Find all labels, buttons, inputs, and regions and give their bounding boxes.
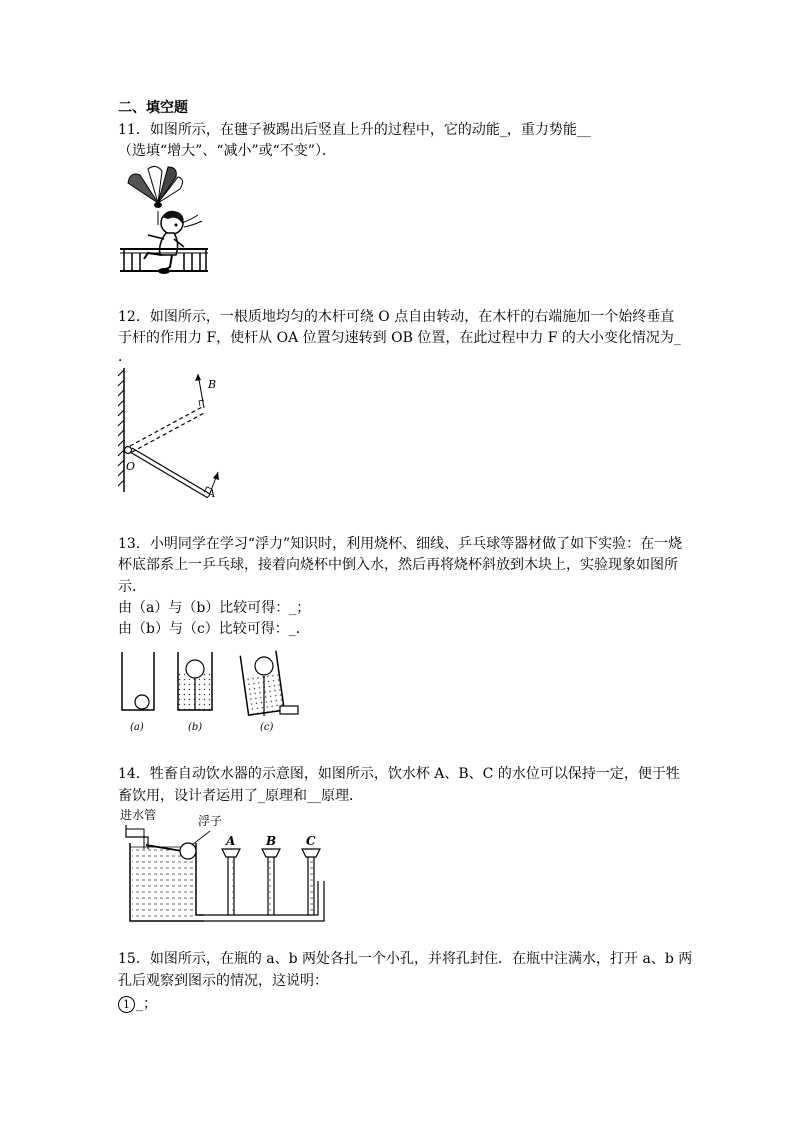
q14-label-float: 浮子 [198,814,223,828]
q14-label-inlet: 进水管 [120,808,157,822]
q14-water-dispenser-figure [118,805,338,927]
section-heading: 二、填空题 [118,100,188,116]
q12-label-o: O [126,460,136,473]
q13-line3: 示． [118,579,146,595]
q13-line5: 由（b）与（c）比较可得：_． [118,621,310,637]
q14-line2: 畜饮用，设计者运用了_原理和__原理． [118,788,363,804]
q12-label-a: A [208,489,216,498]
q12-label-b: B [208,378,217,391]
q14-label-a: A [226,834,236,848]
q12-lever-figure [118,368,228,498]
q11-shuttlecock-kick-figure [118,163,210,279]
q12-line2: 于杆的作用力 F，使杆从 OA 位置匀速转到 OB 位置，在此过程中力 F 的大小变化情况为_ [118,330,681,346]
q13-label-c: (c) [260,722,274,733]
q13-line1: 13．小明同学在学习“浮力”知识时，利用烧杯、细线、乒乓球等器材做了如下实验：在一烧 [118,536,683,552]
q12-line1: 12．如图所示，一根质地均匀的木杆可绕 O 点自由转动，在木杆的右端施加一个始终垂直 [118,309,675,325]
q14-line1: 14．牲畜自动饮水器的示意图，如图所示，饮水杯 A、B、C 的水位可以保持一定，便于牲 [118,766,680,782]
q14-label-c: C [306,834,316,848]
q13-beaker-figure [118,648,308,738]
q15-item-1 [118,994,157,1014]
q13-label-b: (b) [188,722,203,733]
q13-line4: 由（a）与（b）比较可得：_； [118,600,311,616]
q12-line3: ． [118,349,132,365]
q15-line2: 孔后观察到图示的情况，这说明： [118,973,328,989]
q11-line1: 11．如图所示，在毽子被踢出后竖直上升的过程中，它的动能_，重力势能__ [118,122,591,138]
q15-item-text: _； [136,996,157,1012]
q13-line2: 杯底部系上一乒乓球，接着向烧杯中倒入水，然后再将烧杯斜放到木块上，实验现象如图所 [118,557,678,573]
q14-label-b: B [266,834,277,848]
q13-label-a: (a) [130,722,144,733]
q11-line2: （选填“增大”、“减小”或“不变”）． [118,143,336,159]
q15-item-number: 1 [118,996,135,1013]
q15-line1: 15．如图所示，在瓶的 a、b 两处各扎一个小孔，并将孔封住．在瓶中注满水，打开 a、b 两 [118,951,693,967]
